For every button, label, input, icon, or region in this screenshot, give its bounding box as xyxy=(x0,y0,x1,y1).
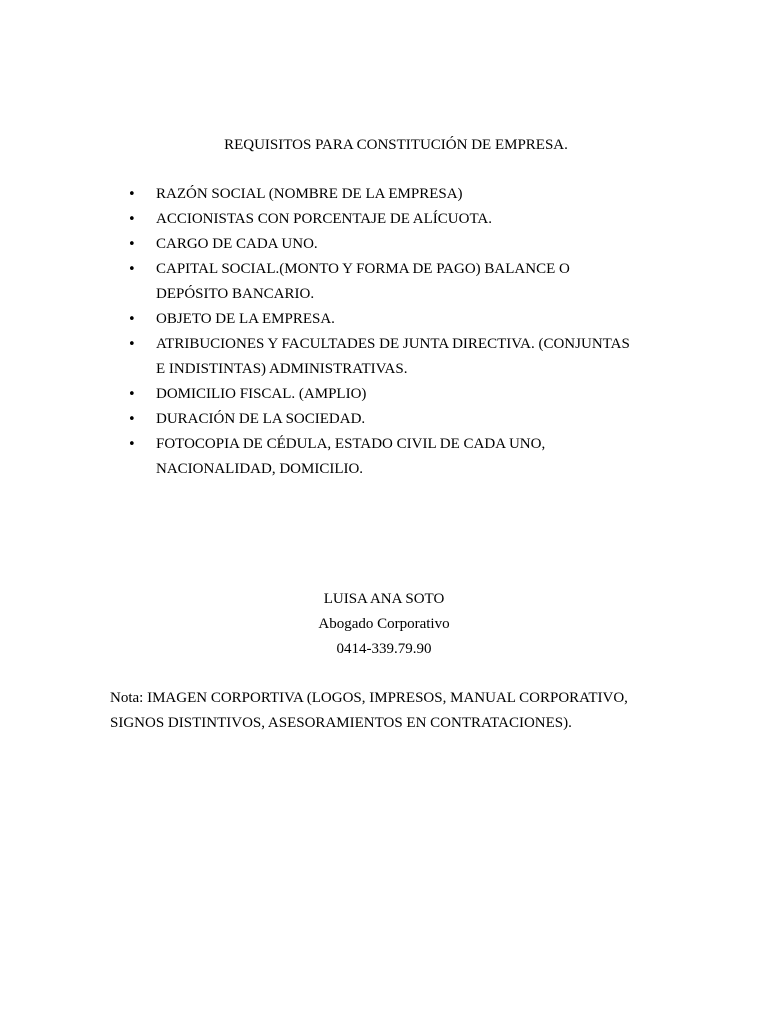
bullet-icon: • xyxy=(128,387,136,402)
list-item xyxy=(0,407,676,432)
list-item-text: DURACIÓN DE LA SOCIEDAD. xyxy=(156,411,366,427)
list-item xyxy=(0,332,676,382)
bullet-icon: • xyxy=(128,187,136,202)
requirements-list xyxy=(0,182,676,482)
list-item xyxy=(0,182,676,207)
signer-role: Abogado Corporativo xyxy=(318,616,450,632)
note-line: Nota: IMAGEN CORPORTIVA (LOGOS, IMPRESOS, MANUAL CORPORATIVO, xyxy=(110,690,628,706)
list-item-text: CARGO DE CADA UNO. xyxy=(156,236,318,252)
list-item-text: DOMICILIO FISCAL. (AMPLIO) xyxy=(156,386,367,402)
signer-name: LUISA ANA SOTO xyxy=(323,591,445,607)
note-paragraph xyxy=(110,686,710,736)
list-item xyxy=(0,207,676,232)
list-item-text: CAPITAL SOCIAL.(MONTO Y FORMA DE PAGO) BALANCE O xyxy=(156,261,570,277)
list-item-text: ACCIONISTAS CON PORCENTAJE DE ALÍCUOTA. xyxy=(156,211,492,227)
list-item-text: ATRIBUCIONES Y FACULTADES DE JUNTA DIRECTIVA. (CONJUNTAS xyxy=(156,336,630,352)
signer-phone: 0414-339.79.90 xyxy=(336,641,432,657)
list-item-text: FOTOCOPIA DE CÉDULA, ESTADO CIVIL DE CADA UNO, xyxy=(156,436,546,452)
list-item-text: OBJETO DE LA EMPRESA. xyxy=(156,311,335,327)
list-item xyxy=(0,307,676,332)
note-line: SIGNOS DISTINTIVOS, ASESORAMIENTOS EN CONTRATACIONES). xyxy=(110,715,572,731)
bullet-icon: • xyxy=(128,212,136,227)
list-item xyxy=(0,257,676,307)
bullet-icon: • xyxy=(128,337,136,352)
list-item-text-continued: DEPÓSITO BANCARIO. xyxy=(156,286,315,302)
list-item-text: RAZÓN SOCIAL (NOMBRE DE LA EMPRESA) xyxy=(156,186,463,202)
document-title: REQUISITOS PARA CONSTITUCIÓN DE EMPRESA. xyxy=(224,137,568,153)
list-item-text-continued: E INDISTINTAS) ADMINISTRATIVAS. xyxy=(156,361,408,377)
bullet-icon: • xyxy=(128,237,136,252)
bullet-icon: • xyxy=(128,312,136,327)
list-item xyxy=(0,232,676,257)
list-item-text-continued: NACIONALIDAD, DOMICILIO. xyxy=(156,461,364,477)
list-item xyxy=(0,432,676,482)
bullet-icon: • xyxy=(128,412,136,427)
bullet-icon: • xyxy=(128,437,136,452)
signature-block xyxy=(0,587,768,662)
bullet-icon: • xyxy=(128,262,136,277)
list-item xyxy=(0,382,676,407)
